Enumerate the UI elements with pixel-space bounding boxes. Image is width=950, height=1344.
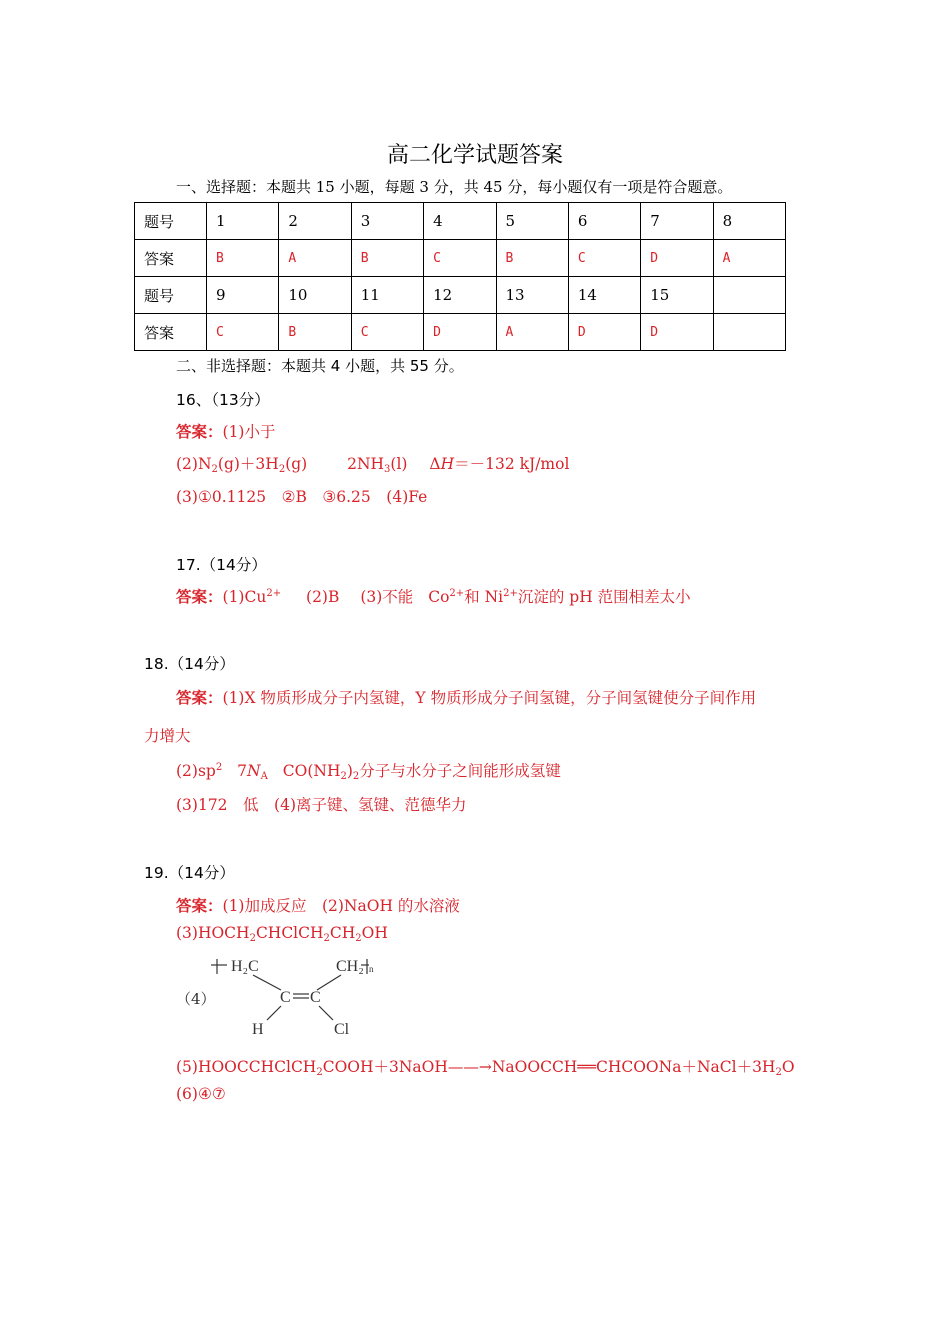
answer-cell: D <box>424 314 496 351</box>
ans-part: (1)加成反应 (2)NaOH 的水溶液 <box>222 897 460 915</box>
answer-cell: C <box>351 314 423 351</box>
question-number-cell: 3 <box>351 203 423 240</box>
q18-answer-line3: (3)172 低 (4)离子键、氢键、范德华力 <box>176 796 467 814</box>
q17-header: 17.（14分） <box>176 556 267 574</box>
polymer-structure <box>205 950 375 1045</box>
ans-part: 分子与水分子之间能形成氢键 <box>359 762 561 780</box>
ans-part: N <box>247 762 261 780</box>
eq-part: (g) <box>285 455 308 473</box>
row-label: 答案 <box>135 314 207 351</box>
question-number-cell: 12 <box>424 277 496 314</box>
ans-part: (5)HOOCCHClCH <box>176 1058 317 1076</box>
ans-part: (1)Cu <box>222 588 267 606</box>
answer-table <box>134 202 786 351</box>
answer-cell <box>713 314 785 351</box>
q19-answer-line6: (6)④⑦ <box>176 1085 226 1103</box>
ans-sup: 2+ <box>449 588 465 599</box>
bond-line <box>267 1006 281 1020</box>
bond-line <box>253 975 281 990</box>
eq-part: H <box>440 455 455 473</box>
ans-part: (3)HOCH <box>176 924 250 942</box>
answer-cell: D <box>641 314 713 351</box>
ans-part: CO(NH <box>282 762 341 780</box>
answer-cell: A <box>713 240 785 277</box>
question-number-cell: 13 <box>496 277 568 314</box>
answer-cell: C <box>424 240 496 277</box>
q18-answer-line1-cont: 力增大 <box>144 727 191 745</box>
ans-part: 和 Ni <box>464 588 504 606</box>
bond-line <box>317 975 341 990</box>
ans-sup: 2 <box>215 762 223 773</box>
ans-part: 7 <box>237 762 248 780</box>
q16-part1: (1)小于 <box>222 423 276 441</box>
question-number-cell: 8 <box>713 203 785 240</box>
question-number-cell: 4 <box>424 203 496 240</box>
ans-sub: A <box>260 771 268 782</box>
ans-part: COOH＋3NaOH——→NaOOCCH══CHCOONa＋NaCl＋3H <box>322 1058 776 1076</box>
ans-part: OH <box>361 924 388 942</box>
section-two-heading: 二、非选择题：本题共 4 小题，共 55 分。 <box>176 357 464 375</box>
question-number-cell: 11 <box>351 277 423 314</box>
q19-part4-label: （4） <box>176 990 216 1008</box>
ans-part: (3)不能 <box>360 588 414 606</box>
q19-answer-line2: $(3)HOCH_2CHClCH_2CH_2OH$ <box>176 924 388 944</box>
section-one-heading: 一、选择题：本题共 15 小题，每题 3 分，共 45 分，每小题仅有一项是符合题意。 <box>176 178 733 196</box>
ans-part: Co <box>428 588 450 606</box>
question-number-cell: 14 <box>568 277 640 314</box>
q18-header: 18.（14分） <box>144 655 235 673</box>
eq-part: Δ <box>429 455 441 473</box>
answer-cell: C <box>568 240 640 277</box>
question-number-cell: 15 <box>641 277 713 314</box>
question-number-cell: 10 <box>279 277 351 314</box>
table-row <box>135 277 786 314</box>
carbon-right: C <box>310 989 321 1006</box>
group-ch2: CH₂ <box>336 958 364 975</box>
question-number-cell: 9 <box>207 277 279 314</box>
question-number-cell: 2 <box>279 203 351 240</box>
question-number-cell: 5 <box>496 203 568 240</box>
eq-part: ＝－132 kJ/mol <box>454 455 570 473</box>
row-label: 题号 <box>135 203 207 240</box>
eq-part: (2)N <box>176 455 212 473</box>
q16-header: 16、（13分） <box>176 391 270 409</box>
carbon-left: C <box>280 989 291 1006</box>
q19-answer-label: 答案： <box>176 896 223 915</box>
chlorine-atom: Cl <box>334 1021 350 1038</box>
ans-part: 沉淀的 pH 范围相差太小 <box>517 588 691 606</box>
q18-answer-line1 <box>176 686 756 708</box>
row-label: 题号 <box>135 277 207 314</box>
ans-sup: 2+ <box>266 588 282 599</box>
answer-cell: B <box>351 240 423 277</box>
ans-part: (2)B <box>306 588 340 606</box>
q18-answer-label: 答案： <box>176 688 223 707</box>
group-h2c: H₂C <box>231 958 259 975</box>
ans-part: O <box>781 1058 795 1076</box>
answer-cell: B <box>279 314 351 351</box>
ans-part: (1)X 物质形成分子内氢键，Y 物质形成分子间氢键，分子间氢键使分子间作用 <box>222 689 757 707</box>
q19-answer-line1 <box>176 894 460 916</box>
answer-cell: B <box>496 240 568 277</box>
q19-header: 19.（14分） <box>144 864 235 882</box>
answer-cell: A <box>496 314 568 351</box>
q19-answer-line5: $(5)HOOCCHClCH_2COOH+3NaOH——\to NaOOCCH══CHCOONa+NaCl+3H_2O$ <box>176 1058 795 1078</box>
row-label: 答案 <box>135 240 207 277</box>
table-row <box>135 240 786 277</box>
hydrogen-atom: H <box>252 1021 264 1038</box>
page-title: 高二化学试题答案 <box>386 143 563 168</box>
question-number-cell: 6 <box>568 203 640 240</box>
q17-answer <box>176 585 691 607</box>
ans-part: CH <box>329 924 356 942</box>
subscript-n: n <box>369 964 374 974</box>
answer-cell: D <box>641 240 713 277</box>
eq-part: (g)＋3H <box>217 455 279 473</box>
table-row <box>135 314 786 351</box>
eq-part: 2NH <box>347 455 385 473</box>
q16-answer-line3: (3)①0.1125 ②B ③6.25 (4)Fe <box>176 488 428 506</box>
answer-cell: A <box>279 240 351 277</box>
table-row <box>135 203 786 240</box>
eq-part: (l) <box>390 455 408 473</box>
question-number-cell: 1 <box>207 203 279 240</box>
q16-answer-line2: $(2)N_2(g)+3H_2(g)$ $2NH_3(l)$ ΔH＝－132 kJ/mol <box>176 455 570 475</box>
answer-cell: D <box>568 314 640 351</box>
ans-part: (2)sp <box>176 762 216 780</box>
bond-line <box>319 1006 333 1020</box>
ans-sup: 2+ <box>503 588 518 599</box>
ans-part: ) <box>346 762 353 780</box>
q18-answer-line2: $(2)sp^2$ $7N_A$ $CO(NH_2)_2$分子与水分子之间能形成氢键 <box>176 762 561 782</box>
q17-answer-label: 答案： <box>176 587 223 606</box>
question-number-cell: 7 <box>641 203 713 240</box>
ans-part: CHClCH <box>255 924 324 942</box>
q16-answer-label: 答案： <box>176 422 223 441</box>
question-number-cell <box>713 277 785 314</box>
q16-answer-line1 <box>176 420 275 442</box>
answer-cell: B <box>207 240 279 277</box>
answer-cell: C <box>207 314 279 351</box>
